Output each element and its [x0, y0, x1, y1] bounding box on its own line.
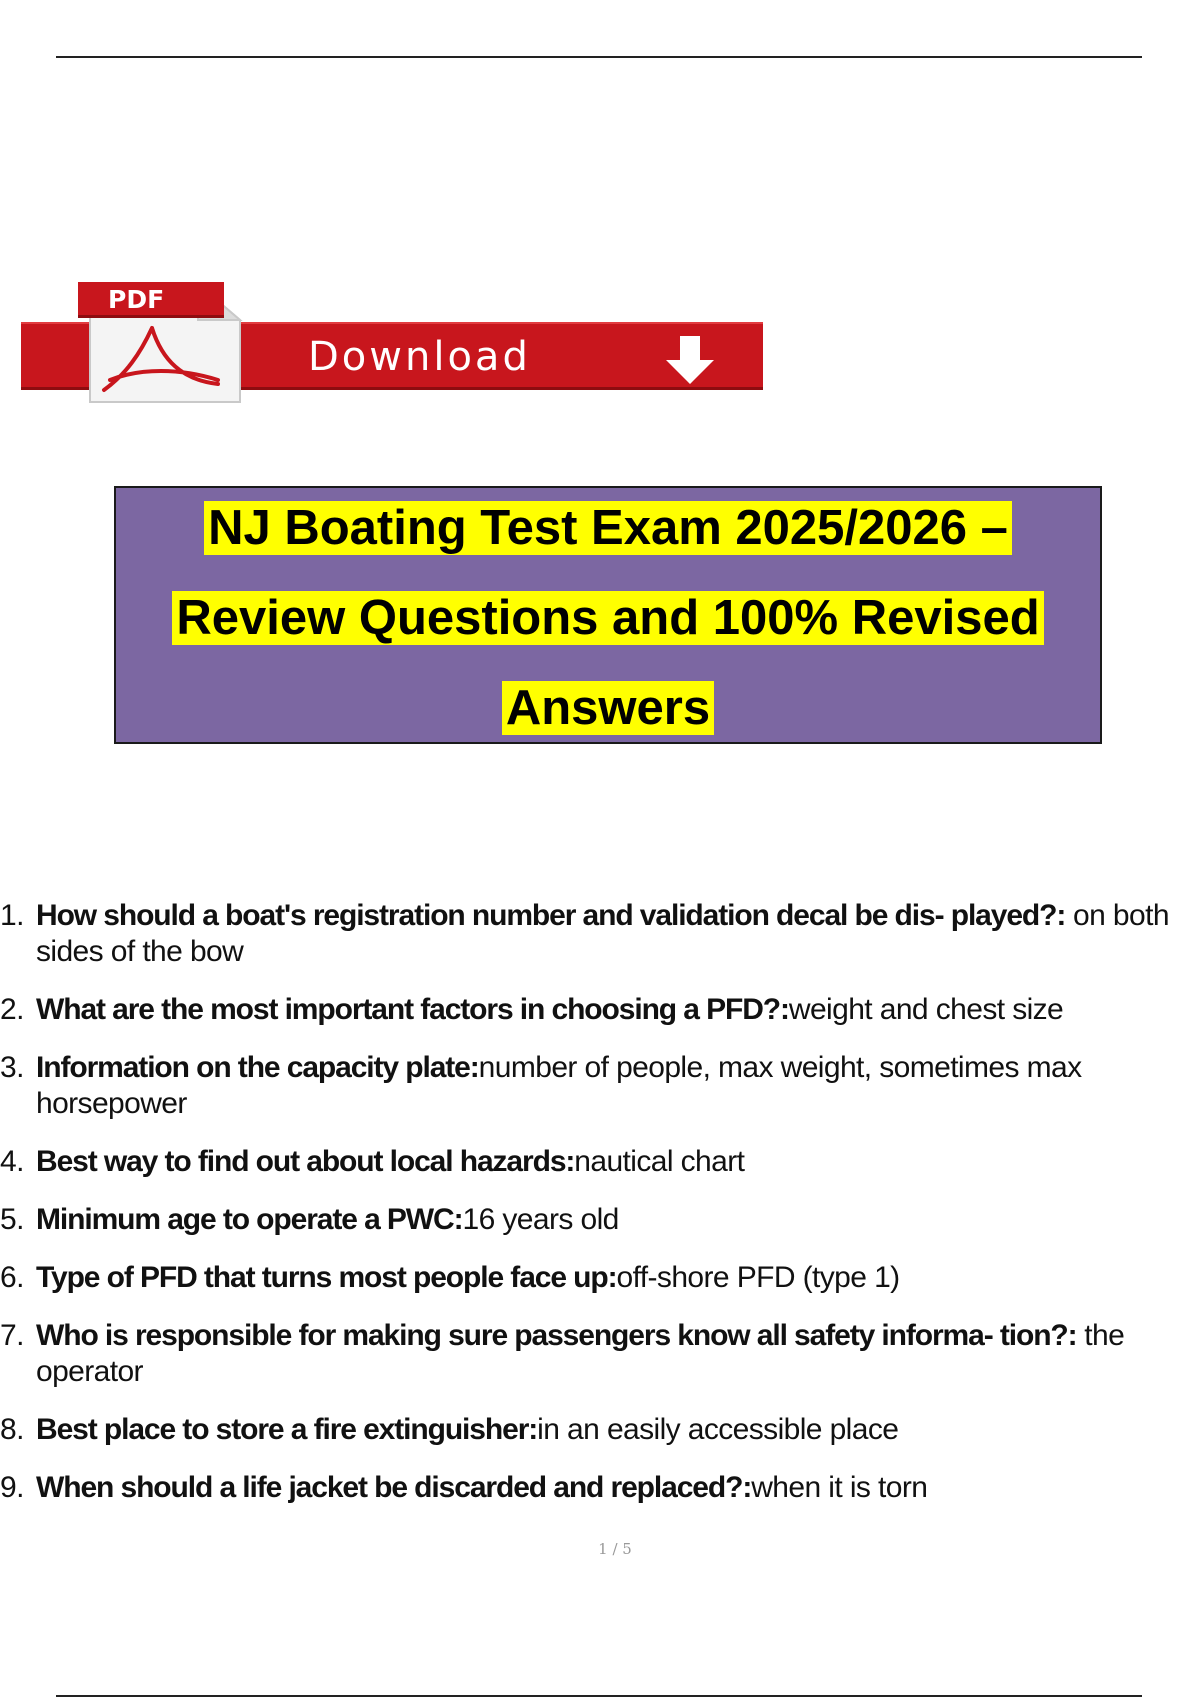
- question-number: 9.: [0, 1471, 24, 1504]
- pdf-tag: PDF: [78, 282, 224, 318]
- question-list: [0, 898, 1195, 1506]
- question-number: 7.: [0, 1319, 24, 1352]
- pdf-document-icon: [70, 276, 250, 406]
- question-item: [0, 1050, 1195, 1122]
- page-number: 1 / 5: [598, 1540, 632, 1558]
- question-text: Information on the capacity plate:: [36, 1051, 479, 1084]
- question-item: [0, 1260, 1195, 1296]
- question-item: [0, 1412, 1195, 1448]
- answer-text: the operator: [36, 1319, 1125, 1388]
- answer-text: off-shore PFD (type 1): [616, 1261, 900, 1294]
- question-text: What are the most important factors in choosing a PFD?:: [36, 993, 789, 1026]
- answer-text: when it is torn: [751, 1471, 928, 1504]
- title-text-1: NJ Boating Test Exam 2025/2026 –: [204, 501, 1012, 555]
- question-item: [0, 1318, 1195, 1390]
- title-line-3: [116, 678, 1100, 738]
- answer-text: number of people, max weight, sometimes max horsepower: [36, 1051, 1082, 1120]
- question-text: How should a boat's registration number and validation decal be dis- played?:: [36, 899, 1066, 932]
- download-label[interactable]: Download: [308, 334, 531, 380]
- question-number: 5.: [0, 1203, 24, 1236]
- question-text: Type of PFD that turns most people face up:: [36, 1261, 617, 1294]
- question-text: Best way to find out about local hazards:: [36, 1145, 575, 1178]
- question-text: When should a life jacket be discarded and replaced?:: [36, 1471, 752, 1504]
- download-arrow-icon[interactable]: [662, 334, 718, 386]
- question-item: [0, 1144, 1195, 1180]
- title-text-2: Review Questions and 100% Revised: [172, 591, 1043, 645]
- answer-text: weight and chest size: [788, 993, 1064, 1026]
- question-item: [0, 1202, 1195, 1238]
- question-number: 1.: [0, 899, 24, 932]
- question-number: 3.: [0, 1051, 24, 1084]
- question-text: Best place to store a fire extinguisher:: [36, 1413, 538, 1446]
- title-text-3: Answers: [502, 681, 714, 735]
- question-number: 8.: [0, 1413, 24, 1446]
- title-line-1: [116, 498, 1100, 558]
- pdf-download-banner[interactable]: [18, 276, 766, 406]
- question-number: 4.: [0, 1145, 24, 1178]
- question-text: Minimum age to operate a PWC:: [36, 1203, 463, 1236]
- question-number: 2.: [0, 993, 24, 1026]
- title-line-2: [116, 588, 1100, 648]
- answer-text: in an easily accessible place: [537, 1413, 899, 1446]
- question-item: [0, 1470, 1195, 1506]
- question-number: 6.: [0, 1261, 24, 1294]
- question-item: [0, 992, 1195, 1028]
- answer-text: 16 years old: [462, 1203, 619, 1236]
- bottom-rule: [56, 1695, 1142, 1697]
- question-text: Who is responsible for making sure passengers know all safety informa- tion?:: [36, 1319, 1077, 1352]
- top-rule: [56, 56, 1142, 58]
- answer-text: nautical chart: [574, 1145, 745, 1178]
- title-box: [114, 486, 1102, 744]
- question-item: [0, 898, 1195, 970]
- answer-text: on both sides of the bow: [36, 899, 1169, 968]
